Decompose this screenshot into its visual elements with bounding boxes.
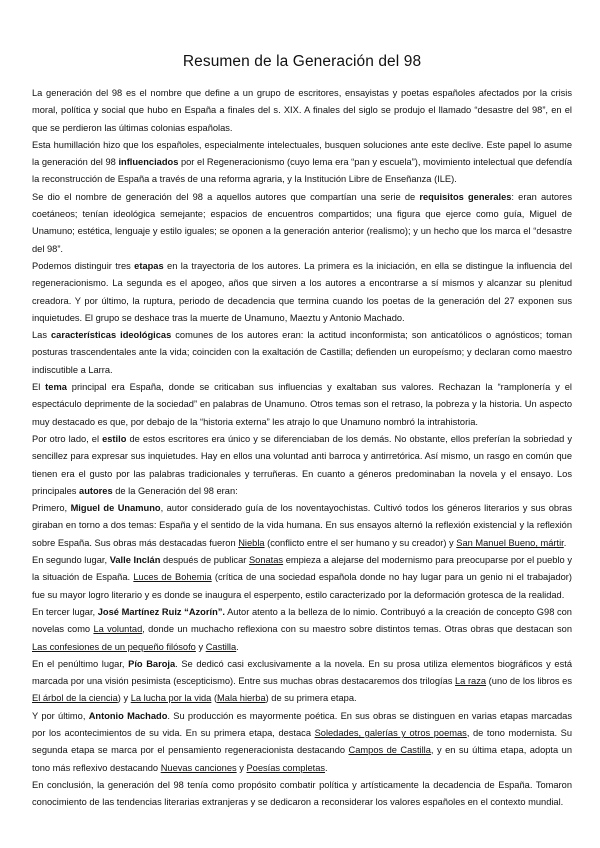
paragraph-intro: La generación del 98 es el nombre que define a un grupo de escritores, ensayistas y poetas españoles afectados por la crisis moral, política y social que hubo en España a finales del s. XIX. A finales del siglo se produjo el llamado “desastre del 98”, en el que se perdieron las últimas colonias españolas. bbox=[32, 88, 572, 133]
work-title: La lucha por la vida bbox=[130, 693, 212, 704]
bold-term: tema bbox=[45, 382, 67, 393]
work-title: La raza bbox=[455, 676, 487, 687]
author-name: Pío Baroja bbox=[128, 658, 176, 669]
work-title: Campos de Castilla bbox=[348, 745, 431, 756]
work-title: Nuevas canciones bbox=[160, 762, 237, 773]
paragraph-ideological-traits: Las características ideológicas comunes de los autores eran: la actitud inconformista; son anticatólicos o agnósticos; toman posturas trascendentales ante la vida; coinciden con la exaltación de Castilla; defienden un europeísmo; y declaran como maestro indiscutible a Larra. bbox=[32, 330, 572, 375]
work-title: Las confesiones de un pequeño filósofo bbox=[32, 641, 196, 652]
work-title: La voluntad bbox=[93, 624, 143, 635]
bold-term: características ideológicas bbox=[50, 330, 172, 341]
bold-term: etapas bbox=[134, 260, 164, 271]
paragraph-valle-inclan: En segundo lugar, Valle Inclán después de publicar Sonatas empieza a alejarse del modernismo para preocuparse por el pueblo y la situación de España. Luces de Bohemia (crítica de una sociedad española donde no hay lugar para un genio ni el trabajador) fue su mayor logro literario y es donde se inaugura el esperpento, estilo caracterizado por la deformación grotesca de la realidad. bbox=[32, 555, 572, 600]
paragraph-machado: Y por último, Antonio Machado. Su producción es mayormente poética. En sus obras se distinguen en varias etapas marcadas por los acontecimientos de su vida. En su primera etapa, destaca Soledades, galerías y otros poemas, de tono modernista. Su segunda etapa se marca por el pensamiento regeneracionista destacando Campos de Castilla, y en su última etapa, adopta un tono más reflexivo destacando Nuevas canciones y Poesías completas. bbox=[32, 710, 573, 773]
paragraph-azorin: En tercer lugar, José Martínez Ruiz “Azorín”. Autor atento a la belleza de lo nimio. Contribuyó a la creación de concepto G98 con novelas como La voluntad, donde un muchacho reflexiona con su maestro sobre distintos temas. Otras obras que destacan son Las confesiones de un pequeño filósofo y Castilla. bbox=[32, 606, 572, 652]
paragraph-conclusion: En conclusión, la generación del 98 tenía como propósito combatir política y artísticamente la decadencia de España. Tomaron conocimiento de las tendencias literarias extranjeras y se dedicaron a reconsiderar los valores españoles en el contexto mundial. bbox=[32, 779, 572, 808]
paragraph-style: Por otro lado, el estilo de estos escritores era único y se diferenciaban de los demás. No obstante, ellos preferían la sobriedad y sencillez para expresar sus inquietudes. Hay en ellos una voluntad anti barroca y antirretórica. Así mismo, un rasgo en común que tienen era el gusto por las palabras tradicionales y terruñeras. En cuanto a géneros predominaban la novela y el ensayo. Los principales autores de la Generación del 98 eran: bbox=[32, 433, 573, 496]
work-title: Mala hierba bbox=[217, 693, 266, 704]
work-title: El árbol de la ciencia bbox=[32, 693, 118, 704]
bold-term: estilo bbox=[102, 433, 127, 444]
work-title: Sonatas bbox=[248, 555, 284, 566]
bold-term: influenciados bbox=[118, 157, 179, 168]
paragraph-baroja: En el penúltimo lugar, Pío Baroja. Se dedicó casi exclusivamente a la novela. En su prosa utiliza elementos biográficos y está marcada por una visión pesimista (escepticismo). Entre sus muchas obras destacaremos dos trilogías La raza (uno de los libros es El árbol de la ciencia) y La lucha por la vida (Mala hierba) de su primera etapa. bbox=[32, 658, 572, 704]
author-name: Valle Inclán bbox=[109, 555, 161, 566]
paragraph-requirements: Se dio el nombre de generación del 98 a aquellos autores que compartían una serie de requisitos generales: eran autores coetáneos; tenían ideológica semejante; espacios de encuentros compartidos; una figura que ejerce como guía, Miguel de Unamuno; estética, lenguaje y estilo iguales; se oponen a la generación anterior (realismo); y un hecho que los marca el “desastre del 98”. bbox=[32, 191, 572, 254]
work-title: San Manuel Bueno, mártir bbox=[456, 537, 564, 548]
work-title: Luces de Bohemia bbox=[133, 572, 212, 583]
bold-term: autores bbox=[79, 485, 113, 496]
paragraph-stages: Podemos distinguir tres etapas en la trayectoria de los autores. La primera es la iniciación, en ella se distingue la influencia del regeneracionismo. La segunda es el apogeo, años que sirven a los autores a encontrarse a sí mismos y alcanzar su plenitud creadora. Y por último, la ruptura, periodo de decadencia que termina cuando los poetas de la generación del 27 exponen sus inquietudes. El grupo se deshace tras la muerte de Unamuno, Maeztu y Antonio Machado. bbox=[32, 260, 573, 323]
paragraph-unamuno: Primero, Miguel de Unamuno, autor considerado guía de los noventayochistas. Cultivó todos los géneros literarios y sus obras giraban en torno a dos temas: España y el sentido de la vida humana. En sus ensayos alternó la reflexión existencial y la reflexión sobre España. Sus obras más destacadas fueron Niebla (conflicto entre el ser humano y su creador) y San Manuel Bueno, mártir. bbox=[32, 503, 572, 548]
bold-term: requisitos generales bbox=[419, 191, 512, 202]
paragraph-influences: Esta humillación hizo que los españoles, especialmente intelectuales, busquen soluciones ante este declive. Este papel lo asume la generación del 98 influenciados por el Regeneracionismo (cuyo lema era “pan y escuela”), movimiento intelectual que defendía la reconstrucción de España a través de una reforma agraria, y la Institución Libre de Enseñanza (ILE). bbox=[32, 139, 572, 185]
document-title: Resumen de la Generación del 98 bbox=[182, 53, 422, 70]
work-title: Niebla bbox=[238, 537, 265, 548]
author-name: Miguel de Unamuno bbox=[70, 503, 161, 514]
work-title: Soledades, galerías y otros poemas bbox=[314, 727, 467, 738]
paragraph-theme: El tema principal era España, donde se criticaban sus influencias y exaltaban sus valores. Rechazan la “ramplonería y el espectáculo deprimente de la sociedad” en palabras de Unamuno. Otros temas son el retraso, la pobreza y la historia. Un aspecto muy destacado es que, por debajo de la “historia externa” les atrajo lo que Unamuno nombró la intrahistoria. bbox=[32, 382, 572, 427]
work-title: Poesías completas bbox=[246, 762, 326, 773]
work-title: Castilla bbox=[205, 641, 237, 652]
author-name: José Martínez Ruiz “Azorín”. bbox=[97, 606, 225, 617]
author-name: Antonio Machado bbox=[88, 710, 168, 721]
